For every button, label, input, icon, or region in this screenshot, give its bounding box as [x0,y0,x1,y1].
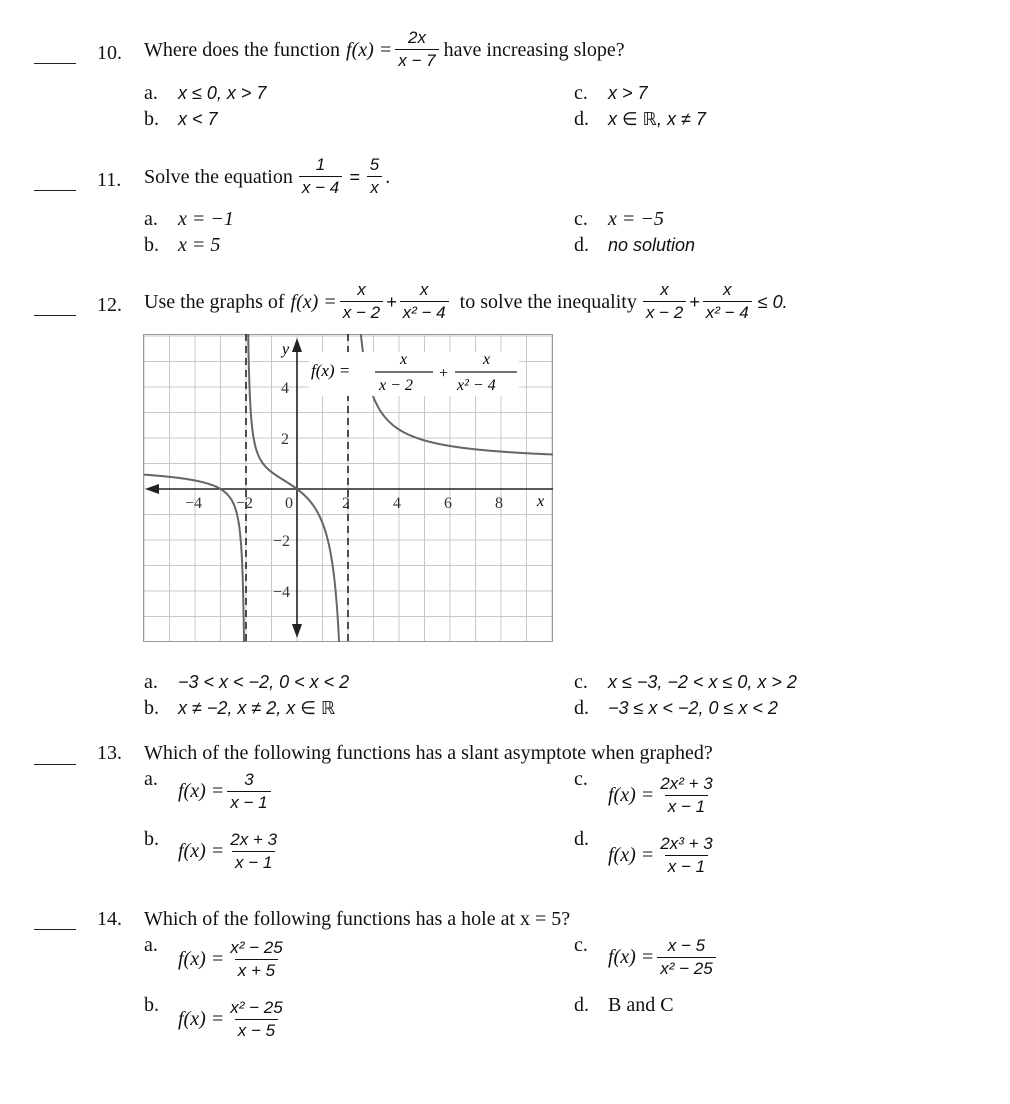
q13-option-b-label: b. [144,828,159,850]
q12-option-d[interactable] [574,697,778,720]
q12-f1-den: x − 2 [340,301,383,323]
q11-stem-a: Solve the equation [144,165,293,188]
y-tick-label: −2 [273,533,291,550]
answer-blank-10[interactable] [34,63,76,64]
q10-option-d-text: x ∈ ℝ, x ≠ 7 [608,109,706,129]
q13-c-den: x − 1 [665,795,708,817]
q14-b-fraction [227,998,285,1041]
q12-ineq-fraction-2 [703,280,752,323]
x-tick-label: 8 [495,495,503,512]
q12-ineq-fraction-1 [643,280,686,323]
x-tick-label: 0 [285,495,293,512]
answer-blank-11[interactable] [34,190,76,191]
x-axis-label: x [537,493,545,510]
q11-option-b-text: x = 5 [178,234,221,256]
q14-option-c-label: c. [574,934,588,956]
q14-b-den: x − 5 [235,1019,278,1041]
q10-option-b[interactable] [144,108,218,131]
question-11-stem [144,155,390,198]
q14-c-num: x − 5 [667,936,706,955]
q12-option-a-label: a. [144,671,158,693]
q10-fx: f(x) = [346,38,393,61]
x-tick-label: −4 [185,495,203,512]
q14-c-fx: f(x) = [608,946,655,968]
y-axis-arrow-down [292,624,302,638]
q14-option-a-label: a. [144,934,158,956]
q11-frac2-den: x [367,176,382,198]
q12-f1-num: x [357,280,366,299]
q12-g1-num: x [660,280,669,299]
q13-c-num: 2x² + 3 [660,774,713,793]
q10-frac-den: x − 7 [395,49,438,71]
q12-option-d-label: d. [574,697,589,719]
legend-den1: x − 2 [379,377,413,394]
q13-c-fraction [657,774,715,817]
q11-option-c-label: c. [574,208,588,230]
q11-option-c[interactable] [574,208,664,231]
q12-stem-b: to solve the inequality [459,290,637,313]
q14-b-num: x² − 25 [230,998,283,1017]
q12-ineq-plus: + [689,291,700,312]
y-axis-arrow-up [292,338,302,352]
q10-stem-a: Where does the function [144,38,341,61]
answer-blank-13[interactable] [34,764,76,765]
q11-frac1-den: x − 4 [299,176,342,198]
q11-option-b-label: b. [144,234,159,256]
q12-option-a-text: −3 < x < −2, 0 < x < 2 [178,672,350,692]
q11-option-d-text: no solution [608,235,696,255]
q13-option-a-label: a. [144,768,158,790]
q12-le-zero: ≤ 0. [757,291,788,312]
y-tick-label: 4 [281,380,289,397]
q14-option-d-text: B and C [608,994,674,1016]
q13-b-fraction [227,830,280,873]
q14-a-den: x + 5 [235,959,278,981]
q13-option-c-label: c. [574,768,588,790]
q12-f2-den: x² − 4 [400,301,449,323]
q13-a-num: 3 [244,770,254,789]
x-tick-label: −2 [236,495,254,512]
q10-frac-num: 2x [407,28,426,47]
answer-blank-14[interactable] [34,929,76,930]
q11-option-a-text: x = −1 [178,208,234,230]
q14-option-d-label: d. [574,994,589,1016]
q11-equals: = [349,166,360,187]
q10-option-a[interactable] [144,82,266,105]
q10-option-c-text: x > 7 [608,83,648,103]
q11-period: . [385,165,391,188]
q13-b-fx: f(x) = [178,840,225,862]
q11-option-a-label: a. [144,208,158,230]
q11-option-d-label: d. [574,234,589,256]
q11-option-d[interactable] [574,234,695,257]
q13-option-c[interactable] [574,768,719,817]
q12-g2-num: x [722,280,732,299]
q14-option-b[interactable] [144,994,289,1041]
question-13-stem: Which of the following functions has a slant asymptote when graphed? [144,742,713,764]
legend-num1: x [400,351,408,368]
q11-fraction-1 [299,155,342,198]
q12-option-c-text: x ≤ −3, −2 < x ≤ 0, x > 2 [608,672,797,692]
legend-num2: x [483,351,491,368]
question-number-14: 14. [97,908,122,930]
q12-g1-den: x − 2 [643,301,686,323]
y-tick-label: −4 [273,584,291,601]
question-number-11: 11. [97,169,122,191]
q13-option-d-label: d. [574,828,589,850]
question-number-10: 10. [97,42,122,64]
legend-fx: f(x) = [311,361,351,380]
q10-stem-b: have increasing slope? [443,38,625,61]
q12-option-b-text: x ≠ −2, x ≠ 2, x ∈ ℝ [178,698,336,718]
x-tick-label: 6 [444,495,452,512]
question-10-stem [144,28,625,71]
y-tick-label: 2 [281,431,289,448]
q14-option-b-label: b. [144,994,159,1016]
q10-option-c-label: c. [574,82,588,104]
question-14-stem: Which of the following functions has a hole at x = 5? [144,908,571,930]
q13-option-d[interactable] [574,828,719,877]
q11-option-a[interactable] [144,208,234,231]
q12-option-c[interactable] [574,671,797,694]
q10-option-c[interactable] [574,82,648,105]
q12-g2-den: x² − 4 [703,301,752,323]
q10-fraction [395,28,438,71]
q10-option-b-text: x < 7 [178,109,218,129]
q14-a-fraction [227,938,285,981]
q11-frac2-num: 5 [369,155,380,174]
q14-option-c[interactable] [574,934,719,979]
q10-option-a-label: a. [144,82,158,104]
y-tick-labels [273,380,290,601]
q12-option-d-text: −3 ≤ x < −2, 0 ≤ x < 2 [608,698,778,718]
q13-d-num: 2x³ + 3 [660,834,713,853]
x-axis-arrow [145,484,159,494]
q12-graph [143,334,553,642]
question-number-13: 13. [97,742,122,764]
x-tick-label: 2 [342,495,350,512]
q13-c-fx: f(x) = [608,784,655,806]
q13-a-fx: f(x) = [178,780,225,802]
q12-fraction-2 [400,280,449,323]
legend-plus: + [439,365,449,382]
q12-option-b[interactable] [144,697,335,720]
x-tick-label: 4 [393,495,401,512]
q13-b-den: x − 1 [232,851,275,873]
q12-stem-a: Use the graphs of [144,290,285,313]
q10-option-d-label: d. [574,108,589,130]
q14-b-fx: f(x) = [178,1008,225,1030]
q12-option-b-label: b. [144,697,159,719]
q12-fraction-1 [340,280,383,323]
q11-frac1-num: 1 [315,155,326,174]
q14-option-a[interactable] [144,934,289,981]
q11-option-c-text: x = −5 [608,208,664,230]
q12-fx: f(x) = [290,290,337,313]
q13-option-a[interactable] [144,768,274,813]
q10-option-d[interactable] [574,108,706,131]
q10-option-a-text: x ≤ 0, x > 7 [178,83,267,103]
q13-d-den: x − 1 [665,855,708,877]
q12-option-c-label: c. [574,671,588,693]
q13-a-den: x − 1 [227,791,270,813]
q11-option-b[interactable] [144,234,220,257]
q12-option-a[interactable] [144,671,349,694]
q13-a-fraction [227,770,270,813]
question-12-stem [144,280,788,323]
q12-plus: + [386,291,397,312]
q13-d-fraction [657,834,715,877]
y-axis-label: y [282,341,290,358]
answer-blank-12[interactable] [34,315,76,316]
question-number-12: 12. [97,294,122,316]
q14-option-d[interactable] [574,994,674,1017]
q14-c-den: x² − 25 [657,957,715,979]
q14-a-fx: f(x) = [178,948,225,970]
legend-den2: x² − 4 [457,377,496,394]
q10-option-b-label: b. [144,108,159,130]
q14-a-num: x² − 25 [230,938,283,957]
q11-fraction-2 [367,155,382,198]
q12-f2-num: x [419,280,429,299]
q13-d-fx: f(x) = [608,844,655,866]
q13-option-b[interactable] [144,828,283,873]
q13-b-num: 2x + 3 [230,830,278,849]
q14-c-fraction [657,936,715,979]
